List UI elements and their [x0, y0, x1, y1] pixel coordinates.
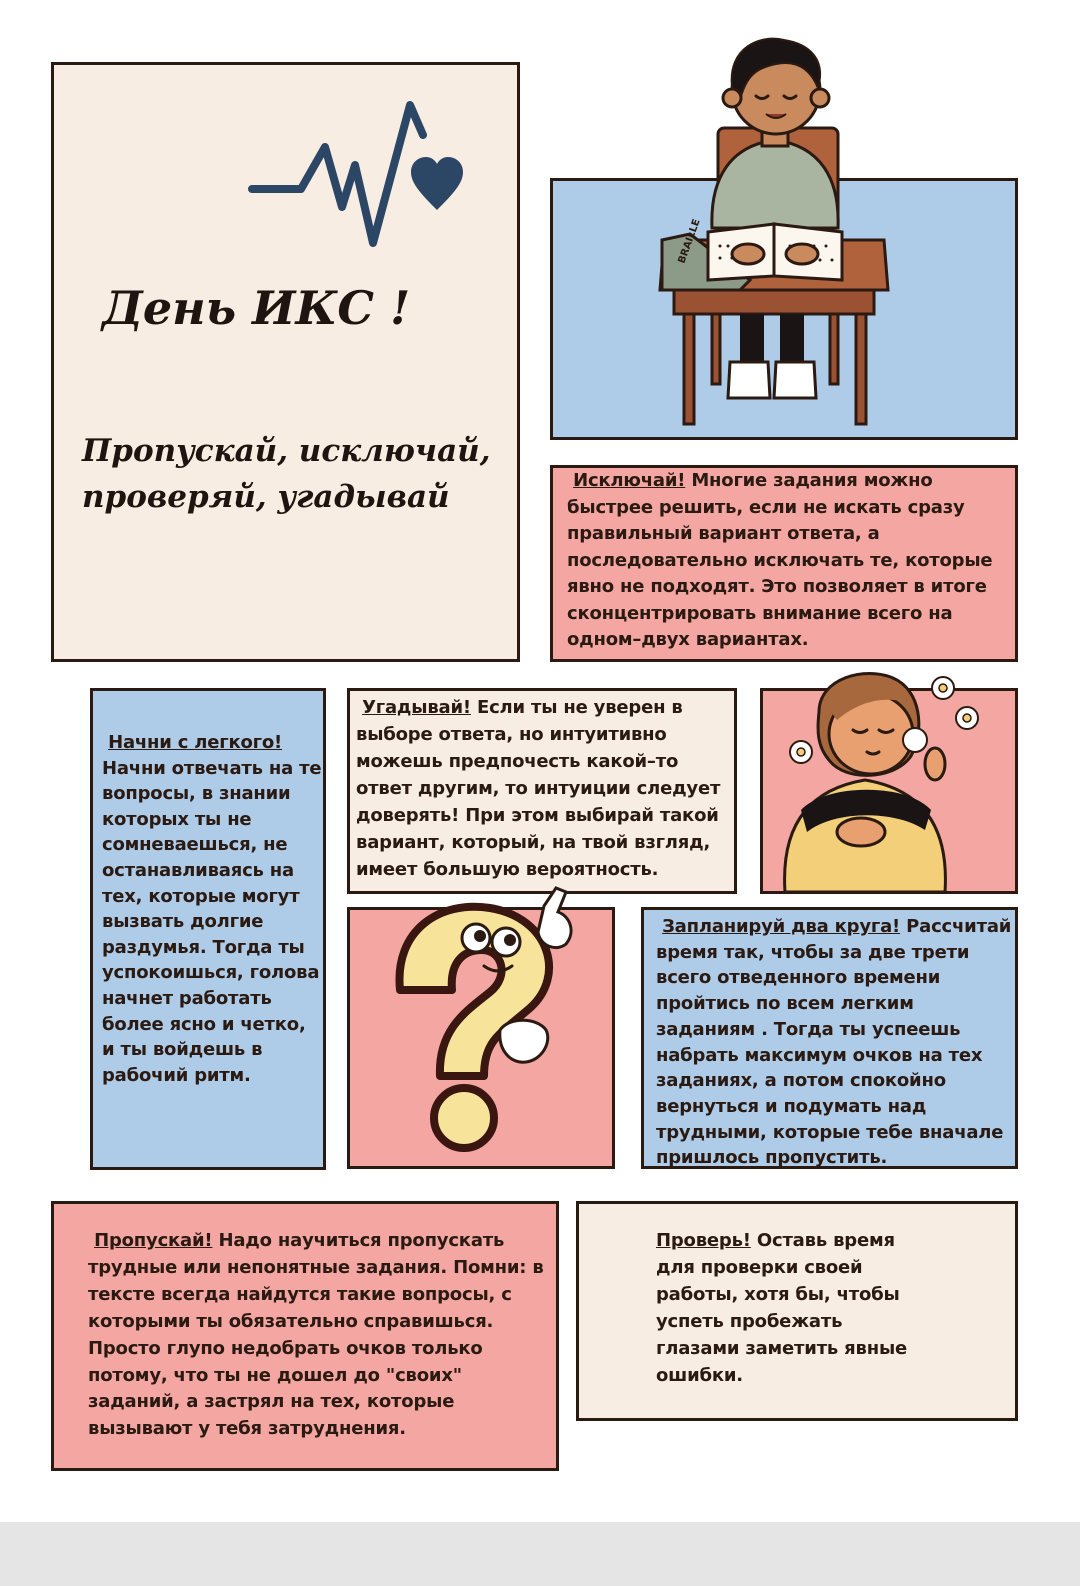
girl-smelling-flower-illustration: [775, 660, 1010, 892]
heartbeat-heart-icon: [245, 95, 475, 255]
subtitle-line-2: проверяй, угадывай: [82, 479, 450, 515]
guess-text: [356, 694, 732, 883]
start-easy-body: Начни отвечать на те вопросы, в знании которых ты не сомневаешься, не останавливаясь на тех, которые могут вызвать долгие раздумья. Тогда ты успокоишься, голова начнет работать более ясно и четко, и ты войдешь в рабочий ритм.: [102, 757, 322, 1086]
exclude-text: [567, 468, 1007, 654]
check-heading: Проверь!: [656, 1230, 751, 1251]
check-body: Оставь время для проверки своей работы, хотя бы, чтобы успеть пробежать глазами заметить явные ошибки.: [656, 1230, 908, 1386]
subtitle-line-1: Пропускай, исключай,: [82, 433, 491, 469]
skip-text: [88, 1228, 548, 1443]
start-easy-text: [102, 730, 322, 1088]
question-mark-character-illustration: [380, 880, 600, 1162]
start-easy-heading: Начни с легкого!: [108, 732, 283, 753]
check-text: [656, 1228, 922, 1389]
two-rounds-text: [656, 914, 1012, 1171]
page-subtitle: [82, 428, 491, 520]
guess-heading: Угадывай!: [362, 697, 471, 718]
page-title: День ИКС !: [102, 281, 411, 335]
bottom-strip: [0, 1522, 1080, 1586]
two-rounds-body: Рассчитай время так, чтобы за две трети всего отведенного времени пройтись по всем легким заданиям . Тогда ты успеешь набрать максимум очков на тех заданиях, а потом спокойно вернуться и подумать над трудными, которые тебе вначале пришлось пропустить.: [656, 916, 1012, 1169]
two-rounds-heading: Запланируй два круга!: [662, 916, 901, 937]
skip-heading: Пропускай!: [94, 1230, 213, 1251]
boy-reading-braille-illustration: [650, 28, 900, 438]
exclude-heading: Исключай!: [573, 470, 686, 491]
guess-body: Если ты не уверен в выборе ответа, но интуитивно можешь предпочесть какой–то ответ другим, то интуиции следует доверять! При этом выбирай такой вариант, который, на твой взгляд, имеет большую вероятность.: [356, 697, 721, 880]
book-label: BRAILLE: [676, 217, 703, 266]
skip-body: Надо научиться пропускать трудные или непонятные задания. Помни: в тексте всегда найдутся такие вопросы, с которыми ты обязательно справишься. Просто глупо недобрать очков только потому, что ты не дошел до "своих" заданий, а застрял на тех, которые вызывают у тебя затруднения.: [88, 1230, 544, 1440]
exclude-body: Многие задания можно быстрее решить, если не искать сразу правильный вариант ответа, а последовательно исключать те, которые явно не подходят. Это позволяет в итоге сконцентрировать внимание всего на одном–двух вариантах.: [567, 470, 993, 650]
